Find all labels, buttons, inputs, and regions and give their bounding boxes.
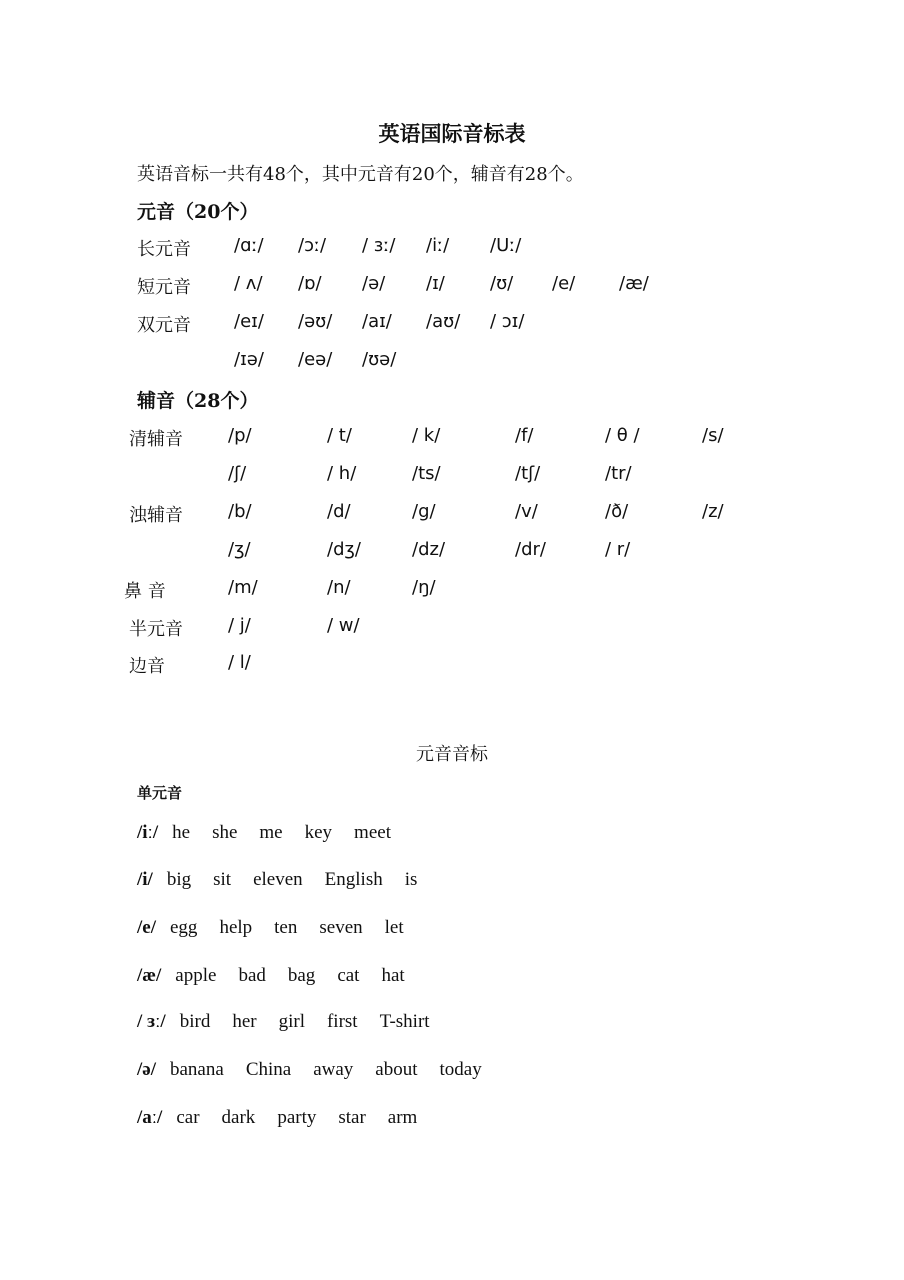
ipa-symbol: /aʊ/	[426, 311, 461, 332]
ipa-symbol: /p/	[228, 425, 252, 446]
example-word: bag	[287, 965, 316, 986]
ipa-label: / ɜː/	[137, 1011, 166, 1032]
ipa-symbol: /ə/	[362, 273, 386, 294]
example-word: today	[439, 1059, 482, 1080]
intro-text: 英语音标一共有48个，其中元音有20个，辅音有28个。	[137, 164, 584, 185]
example-word: first	[326, 1011, 358, 1032]
ipa-symbol: / t/	[327, 425, 352, 446]
example-word: dark	[221, 1107, 256, 1128]
ipa-symbol: /eɪ/	[234, 311, 264, 332]
ipa-symbol: /ʊ/	[490, 273, 514, 294]
ipa-symbol: /ʊə/	[362, 349, 397, 370]
example-word: she	[212, 822, 238, 843]
ipa-symbol: /ð/	[605, 501, 629, 522]
ipa-symbol: / l/	[228, 652, 251, 673]
example-word: star	[338, 1107, 366, 1128]
ipa-symbol: / ʌ/	[234, 273, 263, 294]
ipa-symbol: /ʒ/	[228, 539, 251, 560]
ipa-symbol: /dʒ/	[327, 539, 361, 560]
example-word: let	[384, 917, 404, 938]
example-word: away	[313, 1059, 354, 1080]
vowels-heading: 元音（20个）	[137, 201, 259, 223]
example-word: hat	[381, 965, 405, 986]
row-label: 清辅音	[129, 429, 183, 450]
row-label: 边音	[129, 656, 165, 677]
ipa-symbol: /tʃ/	[515, 463, 541, 484]
ipa-symbol: / r/	[605, 539, 631, 560]
row-label: 半元音	[129, 619, 183, 640]
word-row	[137, 1059, 504, 1081]
example-word: is	[404, 869, 418, 890]
example-word: bad	[238, 965, 266, 986]
ipa-symbol: / k/	[412, 425, 441, 446]
example-word: party	[277, 1107, 317, 1128]
ipa-symbol: /ŋ/	[412, 577, 436, 598]
ipa-label: /ə/	[137, 1059, 156, 1080]
word-row	[137, 822, 413, 844]
ipa-symbol: /f/	[515, 425, 534, 446]
ipa-symbol: /ɑː/	[234, 235, 264, 256]
example-word: seven	[319, 917, 363, 938]
word-row	[137, 917, 426, 939]
ipa-symbol: /s/	[702, 425, 724, 446]
example-word: he	[172, 822, 191, 843]
ipa-symbol: /tr/	[605, 463, 632, 484]
example-word: her	[232, 1011, 257, 1032]
ipa-symbol: / j/	[228, 615, 251, 636]
example-word: arm	[387, 1107, 418, 1128]
example-word: English	[324, 869, 383, 890]
ipa-symbol: /b/	[228, 501, 252, 522]
ipa-symbol: /ɪ/	[426, 273, 445, 294]
word-row	[137, 869, 439, 891]
example-word: meet	[354, 822, 391, 843]
ipa-label: /iː/	[137, 822, 159, 843]
ipa-symbol: /d/	[327, 501, 351, 522]
example-word: me	[259, 822, 283, 843]
row-label: 短元音	[137, 277, 191, 298]
ipa-symbol: /æ/	[619, 273, 649, 294]
ipa-label: /e/	[137, 917, 156, 938]
ipa-symbol: /aɪ/	[362, 311, 392, 332]
ipa-symbol: /v/	[515, 501, 538, 522]
example-word: cat	[337, 965, 360, 986]
example-word: car	[176, 1107, 200, 1128]
ipa-symbol: /e/	[552, 273, 576, 294]
ipa-symbol: /ɒ/	[298, 273, 322, 294]
example-word: sit	[213, 869, 232, 890]
example-word: bird	[179, 1011, 211, 1032]
row-label: 长元音	[137, 239, 191, 260]
example-word: T-shirt	[379, 1011, 430, 1032]
ipa-symbol: / w/	[327, 615, 360, 636]
ipa-symbol: /z/	[702, 501, 724, 522]
example-word: key	[304, 822, 333, 843]
example-word: egg	[170, 917, 198, 938]
ipa-symbol: / ɜː/	[362, 235, 396, 256]
consonants-heading: 辅音（28个）	[137, 390, 259, 412]
ipa-symbol: /ɪə/	[234, 349, 264, 370]
word-row	[137, 1011, 452, 1033]
example-word: about	[375, 1059, 418, 1080]
ipa-symbol: /dz/	[412, 539, 446, 560]
example-word: eleven	[253, 869, 303, 890]
ipa-symbol: /iː/	[426, 235, 450, 256]
ipa-symbol: /eə/	[298, 349, 333, 370]
row-label: 双元音	[137, 315, 191, 336]
ipa-symbol: / θ /	[605, 425, 640, 446]
ipa-symbol: /m/	[228, 577, 258, 598]
ipa-symbol: / ɔɪ/	[490, 311, 525, 332]
example-word: China	[245, 1059, 292, 1080]
row-label: 鼻 音	[124, 581, 166, 602]
ipa-symbol: /ʃ/	[228, 463, 247, 484]
page-title: 英语国际音标表	[378, 121, 526, 146]
example-word: ten	[274, 917, 298, 938]
ipa-symbol: /n/	[327, 577, 351, 598]
example-word: girl	[278, 1011, 305, 1032]
ipa-symbol: / h/	[327, 463, 357, 484]
ipa-symbol: /ɔː/	[298, 235, 327, 256]
ipa-label: /i/	[137, 869, 153, 890]
ipa-symbol: /əʊ/	[298, 311, 333, 332]
example-word: help	[219, 917, 253, 938]
example-word: banana	[170, 1059, 224, 1080]
ipa-label: /æ/	[137, 965, 162, 986]
ipa-symbol: /ts/	[412, 463, 441, 484]
ipa-symbol: /Uː/	[490, 235, 522, 256]
word-row	[137, 965, 427, 987]
example-word: apple	[175, 965, 217, 986]
ipa-label: /aː/	[137, 1107, 163, 1128]
word-row	[137, 1107, 439, 1129]
ipa-symbol: /dr/	[515, 539, 546, 560]
subheading: 单元音	[137, 784, 183, 802]
example-word: big	[166, 869, 192, 890]
row-label: 浊辅音	[129, 505, 183, 526]
section-title: 元音音标	[416, 744, 488, 765]
ipa-symbol: /g/	[412, 501, 436, 522]
